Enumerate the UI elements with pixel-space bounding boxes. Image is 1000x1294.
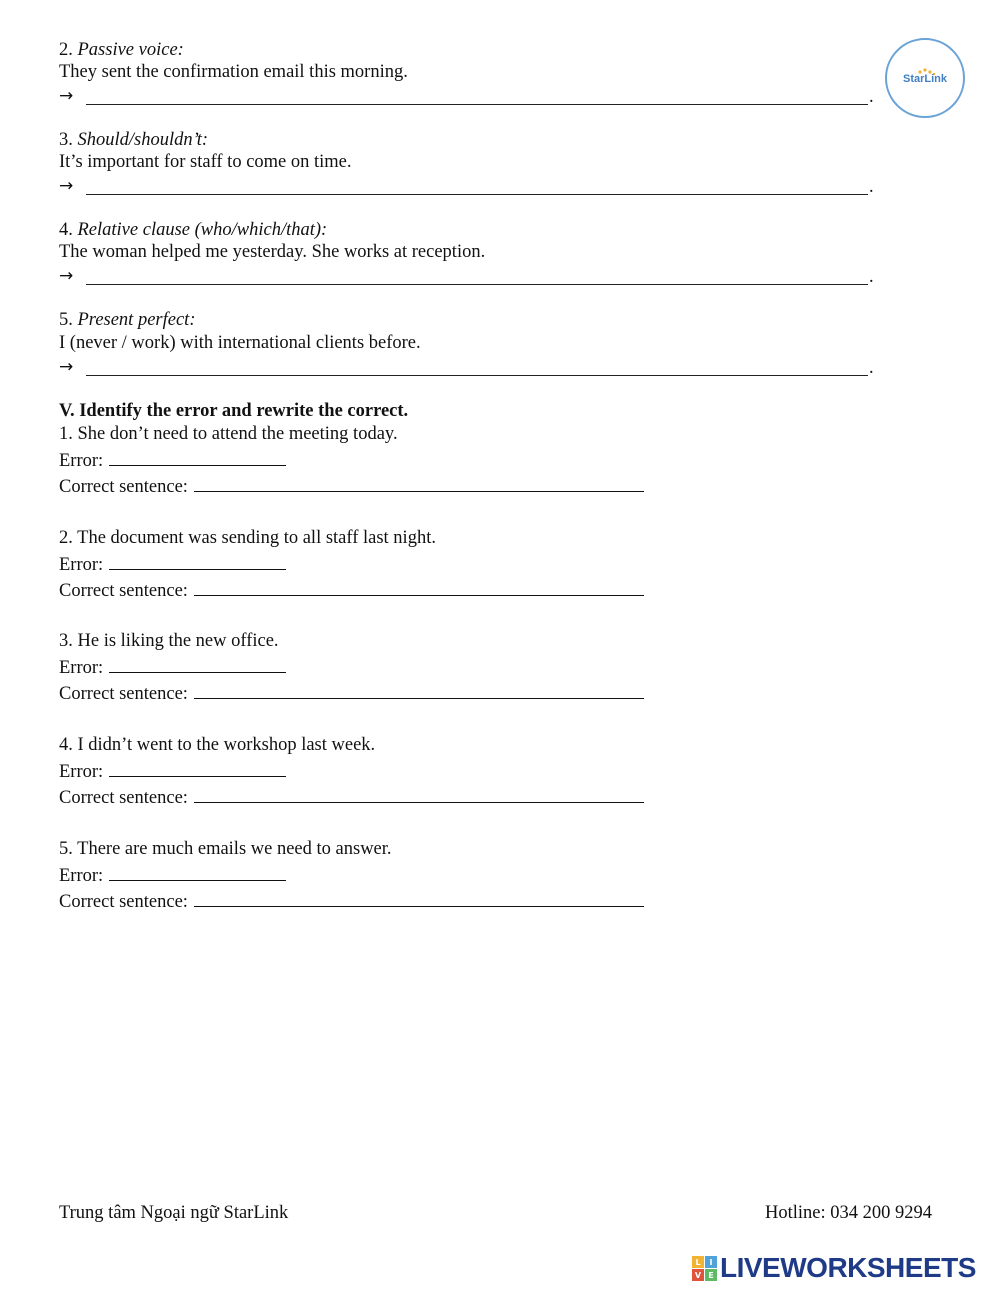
answer-blank[interactable] bbox=[86, 194, 868, 195]
correct-label: Correct sentence: bbox=[59, 788, 188, 808]
correct-sentence-blank[interactable] bbox=[194, 579, 644, 596]
section5-item1-error-row bbox=[59, 449, 286, 472]
section5-item3-error-row bbox=[59, 656, 286, 679]
answer-blank[interactable] bbox=[86, 284, 868, 285]
correct-label: Correct sentence: bbox=[59, 892, 188, 912]
answer-blank[interactable] bbox=[86, 104, 868, 105]
item5-heading bbox=[59, 309, 195, 331]
section5-title: V. Identify the error and rewrite the correct. bbox=[59, 401, 409, 421]
item2-heading bbox=[59, 39, 184, 61]
item-number: 4. bbox=[59, 220, 73, 240]
item-number: 2. bbox=[59, 40, 73, 60]
section5-item4-correct-row bbox=[59, 786, 644, 809]
correct-sentence-blank[interactable] bbox=[194, 890, 644, 907]
section5-item3-correct-row bbox=[59, 682, 644, 705]
svg-text:L: L bbox=[695, 1258, 701, 1267]
item-number: 3. bbox=[59, 130, 73, 150]
arrow-icon: → bbox=[59, 176, 74, 196]
item2-sentence: They sent the confirmation email this morning. bbox=[59, 62, 408, 82]
item4-sentence: The woman helped me yesterday. She works at reception. bbox=[59, 242, 486, 262]
error-label: Error: bbox=[59, 762, 104, 782]
answer-period: . bbox=[869, 358, 874, 378]
item-number: 5. bbox=[59, 310, 73, 330]
item3-answer-line[interactable] bbox=[59, 174, 874, 198]
section5-item2-correct-row bbox=[59, 579, 644, 602]
section5-item1-correct-row bbox=[59, 475, 644, 498]
error-blank[interactable] bbox=[109, 864, 286, 881]
error-label: Error: bbox=[59, 555, 104, 575]
correct-label: Correct sentence: bbox=[59, 684, 188, 704]
error-label: Error: bbox=[59, 451, 104, 471]
section5-item1-sentence: 1. She don’t need to attend the meeting today. bbox=[59, 424, 398, 444]
arrow-icon: → bbox=[59, 86, 74, 106]
footer-center-name: Trung tâm Ngoại ngữ StarLink bbox=[59, 1203, 289, 1223]
error-label: Error: bbox=[59, 658, 104, 678]
answer-period: . bbox=[869, 267, 874, 287]
error-blank[interactable] bbox=[109, 656, 286, 673]
section5-item4-sentence: 4. I didn’t went to the workshop last week. bbox=[59, 735, 376, 755]
correct-label: Correct sentence: bbox=[59, 477, 188, 497]
error-blank[interactable] bbox=[109, 760, 286, 777]
correct-sentence-blank[interactable] bbox=[194, 475, 644, 492]
starlink-logo bbox=[885, 38, 965, 118]
arrow-icon: → bbox=[59, 357, 74, 377]
grammar-label: Relative clause (who/which/that): bbox=[77, 220, 328, 240]
grammar-label: Present perfect: bbox=[77, 310, 196, 330]
item5-answer-line[interactable] bbox=[59, 355, 874, 379]
svg-text:I: I bbox=[709, 1258, 713, 1267]
svg-text:V: V bbox=[694, 1271, 702, 1280]
section5-item3-sentence: 3. He is liking the new office. bbox=[59, 631, 279, 651]
item4-heading bbox=[59, 219, 327, 241]
item5-sentence: I (never / work) with international clients before. bbox=[59, 333, 421, 353]
correct-sentence-blank[interactable] bbox=[194, 682, 644, 699]
error-blank[interactable] bbox=[109, 449, 286, 466]
starlink-logo-text: StarLink bbox=[902, 73, 947, 85]
answer-period: . bbox=[869, 87, 874, 107]
arrow-icon: → bbox=[59, 266, 74, 286]
section5-item5-error-row bbox=[59, 864, 286, 887]
liveworksheets-logo-icon bbox=[692, 1256, 718, 1282]
grammar-label: Passive voice: bbox=[77, 40, 184, 60]
item4-answer-line[interactable] bbox=[59, 264, 874, 288]
section5-item4-error-row bbox=[59, 760, 286, 783]
section5-item2-error-row bbox=[59, 553, 286, 576]
section5-item5-sentence: 5. There are much emails we need to answer. bbox=[59, 839, 392, 859]
correct-sentence-blank[interactable] bbox=[194, 786, 644, 803]
correct-label: Correct sentence: bbox=[59, 581, 188, 601]
error-label: Error: bbox=[59, 866, 104, 886]
item3-sentence: It’s important for staff to come on time. bbox=[59, 152, 352, 172]
answer-blank[interactable] bbox=[86, 375, 868, 376]
error-blank[interactable] bbox=[109, 553, 286, 570]
section5-item5-correct-row bbox=[59, 890, 644, 913]
liveworksheets-text: LIVEWORKSHEETS bbox=[720, 1252, 976, 1283]
item3-heading bbox=[59, 129, 208, 151]
grammar-label: Should/shouldn’t: bbox=[77, 130, 209, 150]
svg-text:E: E bbox=[708, 1271, 714, 1280]
footer-hotline: Hotline: 034 200 9294 bbox=[765, 1203, 933, 1223]
answer-period: . bbox=[869, 177, 874, 197]
section5-item2-sentence: 2. The document was sending to all staff last night. bbox=[59, 528, 436, 548]
item2-answer-line[interactable] bbox=[59, 84, 874, 108]
